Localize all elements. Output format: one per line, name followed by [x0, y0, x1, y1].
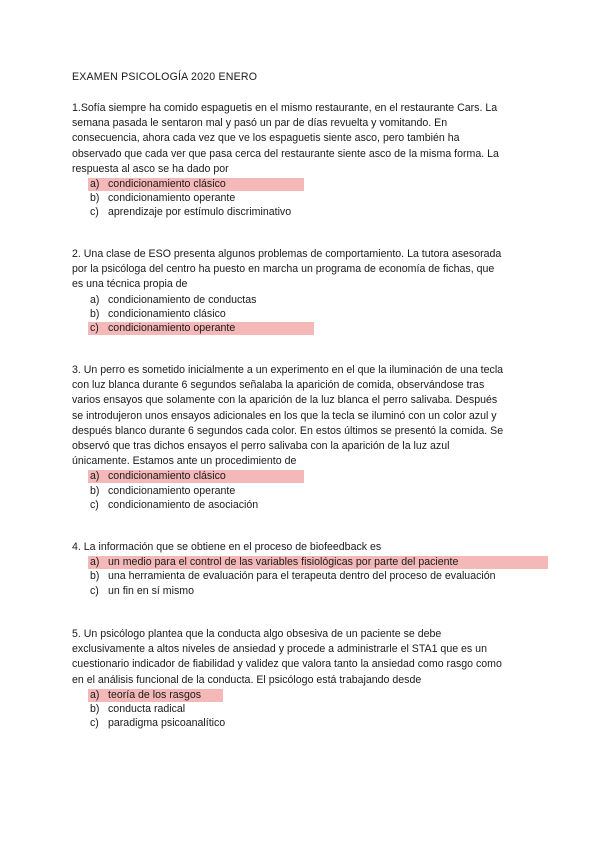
- answer-option-a: [72, 469, 530, 483]
- question-line: únicamente. Estamos ante un procedimiento de: [72, 455, 297, 468]
- answer-option-b: [72, 307, 530, 321]
- question-text: [72, 540, 530, 555]
- answer-option-b: [72, 191, 530, 205]
- option-text: condicionamiento clásico: [108, 178, 226, 191]
- option-letter: c): [90, 321, 99, 334]
- question-1: [72, 101, 530, 220]
- option-letter: c): [90, 717, 99, 730]
- answer-options: [72, 469, 530, 512]
- option-letter: b): [90, 703, 100, 715]
- question-3: [72, 363, 530, 512]
- question-5: [72, 627, 530, 730]
- question-line: por la psicóloga del centro ha puesto en marcha un programa de economía de fichas, que: [72, 263, 495, 276]
- question-line: observado que cada ver que pasa cerca del restaurante siente asco de la misma forma. La: [72, 147, 499, 160]
- answer-option-c: [72, 498, 530, 512]
- answer-option-a: [72, 688, 530, 702]
- option-letter: a): [90, 556, 100, 569]
- option-text: una herramienta de evaluación para el terapeuta dentro del proceso de evaluación: [108, 570, 496, 583]
- option-text: condicionamiento clásico: [108, 307, 226, 320]
- option-letter: a): [90, 293, 100, 306]
- option-text: condicionamiento de asociación: [108, 498, 259, 511]
- answer-options: [72, 177, 530, 220]
- option-letter: a): [90, 470, 100, 483]
- answer-option-c: [72, 321, 530, 335]
- question-line: después blanco durante 6 segundos cada color. En estos últimos se presentó la comida. Se: [72, 424, 504, 437]
- option-text: condicionamiento operante: [108, 484, 236, 497]
- option-text: paradigma psicoanalítico: [108, 717, 226, 730]
- answer-option-a: [72, 293, 530, 307]
- answer-option-c: [72, 716, 530, 730]
- exam-title: EXAMEN PSICOLOGÍA 2020 ENERO: [72, 71, 258, 83]
- question-line: en el análisis funcional de la conducta. El psicólogo está trabajando desde: [72, 673, 422, 686]
- question-line: se introdujeron unos ensayos adicionales en los que la tecla se iluminó con un color azul y: [72, 409, 497, 422]
- option-letter: b): [90, 307, 100, 320]
- question-line: 1.Sofía siempre ha comido espaguetis en el mismo restaurante, en el restaurante Cars. La: [72, 102, 498, 114]
- answer-option-b: [72, 569, 530, 583]
- question-text: [72, 363, 530, 469]
- question-line: 4. La información que se obtiene en el proceso de biofeedback es: [72, 541, 382, 553]
- answer-option-b: [72, 702, 530, 716]
- question-text: [72, 101, 530, 177]
- option-letter: b): [90, 192, 100, 205]
- answer-option-c: [72, 584, 530, 598]
- question-2: [72, 247, 530, 335]
- answer-option-b: [72, 484, 530, 498]
- question-line: 5. Un psicólogo plantea que la conducta algo obsesiva de un paciente se debe: [72, 628, 442, 640]
- question-line: observó que tras dichos ensayos el perro salivaba con la aparición de la luz azul: [72, 440, 450, 453]
- question-line: exclusivamente a altos niveles de ansiedad y procede a administrarle el STA1 que es un: [72, 643, 487, 656]
- option-text: teoría de los rasgos: [108, 688, 202, 701]
- option-letter: b): [90, 484, 100, 497]
- question-line: 3. Un perro es sometido inicialmente a un experimento en el que la iluminación de una tecla: [72, 364, 504, 376]
- option-text: conducta radical: [108, 703, 186, 715]
- question-line: cuestionario indicador de fiabilidad y validez que valora tanto la ansiedad como rasgo como: [72, 658, 502, 671]
- option-letter: a): [90, 178, 100, 191]
- question-text: [72, 627, 530, 688]
- answer-options: [72, 555, 530, 598]
- question-line: varios ensayos que solamente con la aparición de la luz blanca el perro salivaba. Después: [72, 394, 498, 407]
- option-text: un medio para el control de las variables fisiológicas por parte del paciente: [108, 556, 459, 569]
- question-4: [72, 540, 530, 598]
- question-line: con luz blanca durante 6 segundos señalaba la aparición de comida, observándose tras: [72, 379, 485, 392]
- question-line: semana pasada le sentaron mal y pasó un par de días revuelta y vomitando. En: [72, 117, 448, 130]
- option-text: un fin en sí mismo: [108, 584, 194, 597]
- option-letter: c): [90, 584, 99, 597]
- question-text: [72, 247, 530, 293]
- option-text: condicionamiento operante: [108, 321, 236, 334]
- question-line: es una técnica propia de: [72, 278, 188, 291]
- answer-option-c: [72, 205, 530, 219]
- option-text: condicionamiento operante: [108, 192, 236, 205]
- option-text: condicionamiento de conductas: [108, 293, 257, 306]
- answer-option-a: [72, 555, 530, 569]
- answer-options: [72, 293, 530, 336]
- option-text: aprendizaje por estímulo discriminativo: [108, 206, 292, 219]
- question-line: consecuencia, ahora cada vez que ve los espaguetis siente asco, pero también ha: [72, 132, 460, 145]
- question-line: respuesta al asco se ha dado por: [72, 162, 229, 175]
- option-letter: b): [90, 570, 100, 583]
- answer-options: [72, 688, 530, 731]
- answer-option-a: [72, 177, 530, 191]
- option-letter: a): [90, 688, 100, 701]
- option-letter: c): [90, 206, 99, 219]
- option-letter: c): [90, 498, 99, 511]
- option-text: condicionamiento clásico: [108, 470, 226, 483]
- question-line: 2. Una clase de ESO presenta algunos problemas de comportamiento. La tutora asesorada: [72, 248, 502, 260]
